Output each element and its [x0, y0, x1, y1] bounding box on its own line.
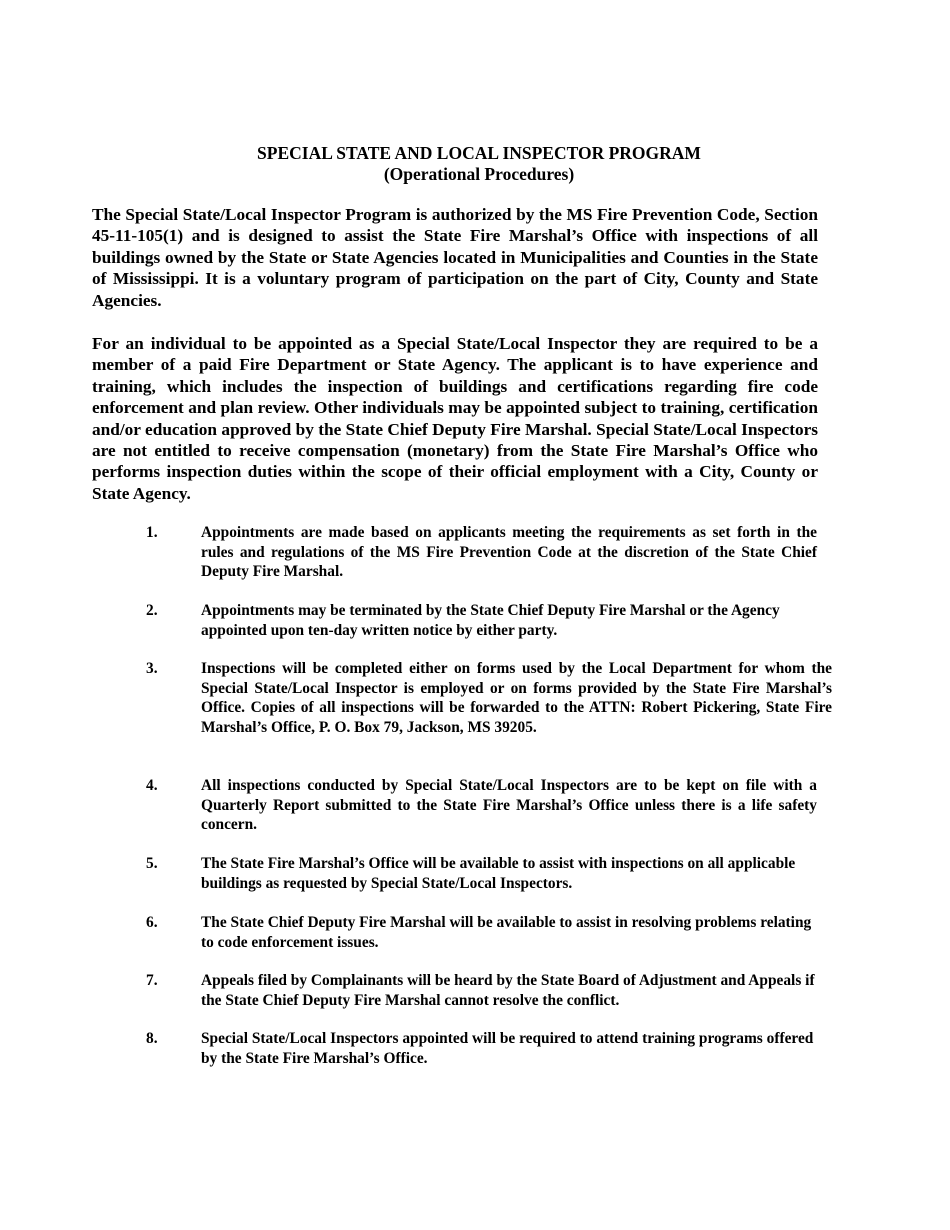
- list-item: [0, 913, 950, 953]
- list-item: [0, 659, 950, 757]
- item-text: Appointments may be terminated by the State Chief Deputy Fire Marshal or the Agency appointed upon ten-day written notice by either party.: [201, 602, 780, 639]
- procedures-list: [0, 523, 950, 1069]
- eligibility-paragraph: For an individual to be appointed as a Special State/Local Inspector they are required to be a member of a paid Fire Department or State Agency. The applicant is to have experience and training, which includes the inspection of buildings and certifications regarding fire code enforcement and plan review. Other individuals may be appointed subject to training, certification and/or education approved by the State Chief Deputy Fire Marshal. Special State/Local Inspectors are not entitled to receive compensation (monetary) from the State Fire Marshal’s Office who performs inspection duties within the scope of their official employment with a City, County or State Agency.: [92, 334, 818, 503]
- item-number: 5.: [146, 855, 158, 872]
- item-text: Appeals filed by Complainants will be heard by the State Board of Adjustment and Appeals if the State Chief Deputy Fire Marshal cannot resolve the conflict.: [201, 972, 815, 1009]
- item-number: 1.: [146, 524, 158, 541]
- item-text: Appointments are made based on applicants meeting the requirements as set forth in the rules and regulations of the MS Fire Prevention Code at the discretion of the State Chief Deputy Fire Marshal.: [201, 524, 817, 581]
- item-number: 6.: [146, 914, 158, 931]
- list-item: [0, 776, 950, 835]
- list-item: [0, 971, 950, 1011]
- item-number: 7.: [146, 972, 158, 989]
- item-text: All inspections conducted by Special State/Local Inspectors are to be kept on file with a Quarterly Report submitted to the State Fire Marshal’s Office unless there is a life safety concern.: [201, 777, 817, 834]
- list-item: [0, 854, 950, 894]
- item-text: The State Chief Deputy Fire Marshal will be available to assist in resolving problems relating to code enforcement issues.: [201, 914, 812, 951]
- list-item: [0, 601, 950, 641]
- document-title: SPECIAL STATE AND LOCAL INSPECTOR PROGRAM: [257, 143, 701, 163]
- item-number: 8.: [146, 1030, 158, 1047]
- item-text: The State Fire Marshal’s Office will be available to assist with inspections on all applicable buildings as requested by Special State/Local Inspectors.: [201, 855, 796, 892]
- item-number: 3.: [146, 660, 158, 677]
- list-item: [0, 523, 950, 582]
- intro-paragraph: The Special State/Local Inspector Program is authorized by the MS Fire Prevention Code, Section 45-11-105(1) and is designed to assist the State Fire Marshal’s Office with inspections of all buildings owned by the State or State Agencies located in Municipalities and Counties in the State of Mississippi. It is a voluntary program of participation on the part of City, County and State Agencies.: [92, 205, 818, 310]
- item-number: 2.: [146, 602, 158, 619]
- document-subtitle: (Operational Procedures): [383, 164, 575, 184]
- title-block: [0, 143, 950, 185]
- item-text: Inspections will be completed either on forms used by the Local Department for whom the Special State/Local Inspector is employed or on forms provided by the State Fire Marshal’s Office. Copies of all inspections will be forwarded to the ATTN: Robert Pickering, State Fire Marshal’s Office, P. O. Box 79, Jackson, MS 39205.: [201, 660, 832, 736]
- item-number: 4.: [146, 777, 158, 794]
- item-text: Special State/Local Inspectors appointed will be required to attend training programs offered by the State Fire Marshal’s Office.: [201, 1030, 814, 1067]
- list-item: [0, 1029, 950, 1069]
